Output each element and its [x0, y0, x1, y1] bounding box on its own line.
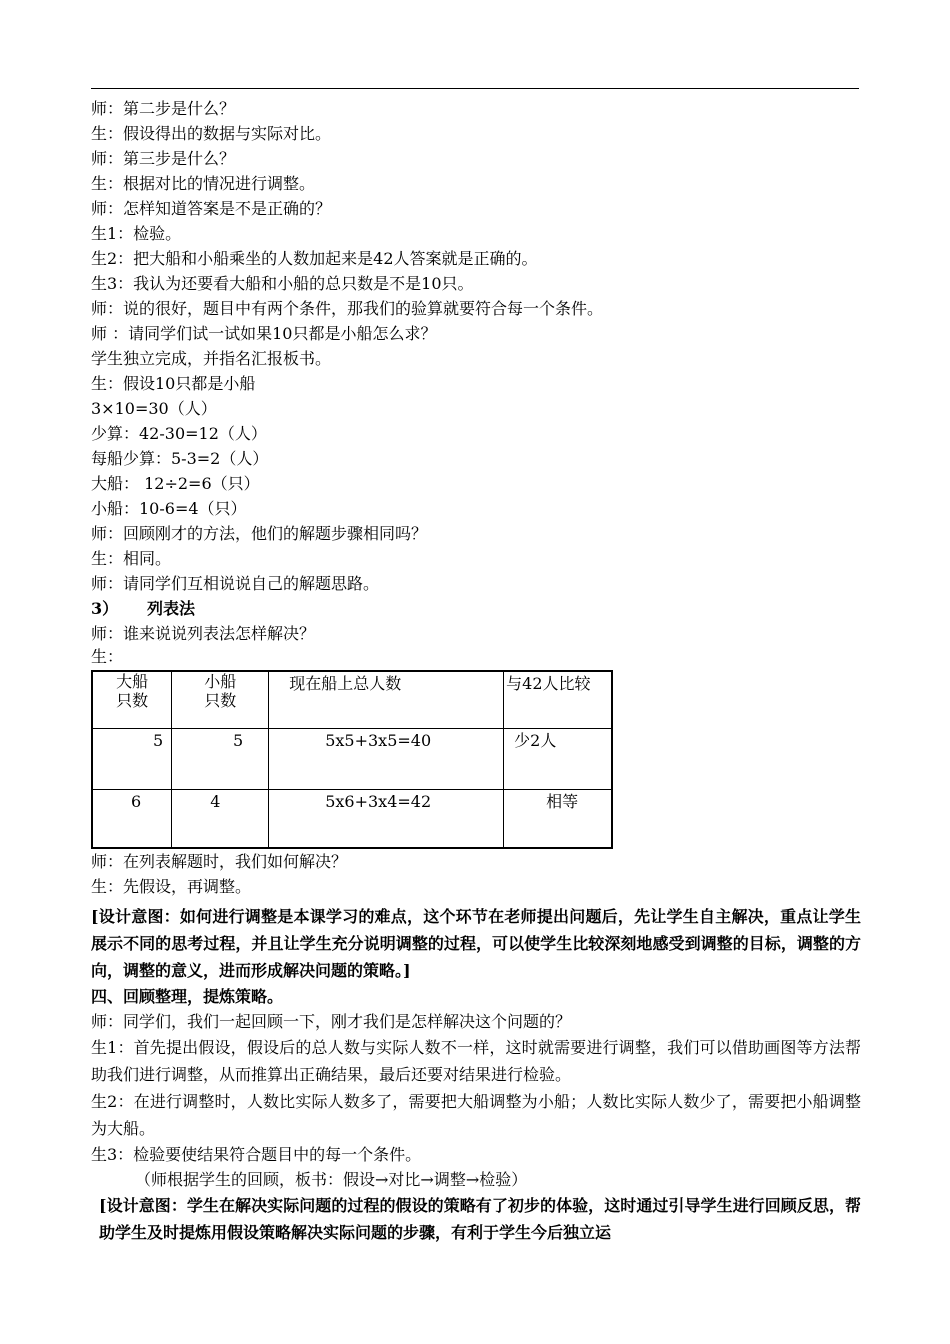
- table-row: [92, 729, 612, 790]
- dialogue-line: 师 ：请同学们试一试如果10只都是小船怎么求？: [91, 324, 437, 343]
- dialogue-line: 学生独立完成，并指名汇报板书。: [91, 349, 332, 368]
- header-line: 小船: [204, 672, 237, 691]
- dialogue-line: 师：谁来说说列表法怎样解决？: [91, 624, 316, 643]
- dialogue-line: 生：相同。: [91, 549, 172, 568]
- design-note: [设计意图：如何进行调整是本课学习的难点，这个环节在老师提出问题后，先让学生自主解决，重点让学生展示不同的思考过程，并且让学生充分说明调整的过程，可以使学生比较深刻地感受到调整的目标，调整的方向，调整的意义，进而形成解决问题的策略。]: [91, 907, 861, 980]
- dialogue-line: 师：第三步是什么？: [91, 149, 236, 168]
- dialogue-line: 生1：检验。: [91, 224, 182, 243]
- dialogue-line: 生2：把大船和小船乘坐的人数加起来是42人答案就是正确的。: [91, 249, 538, 268]
- section-title: 列表法: [147, 599, 196, 618]
- dialogue-line: 师：在列表解题时，我们如何解决？: [91, 852, 348, 871]
- calculation-line: 小船：10-6=4（只）: [91, 499, 247, 518]
- calculation-line: 大船： 12÷2=6（只）: [91, 474, 260, 493]
- table-header-cell: [92, 671, 172, 729]
- dialogue-line: 师：说的很好，题目中有两个条件，那我们的验算就要符合每一个条件。: [91, 299, 604, 318]
- table-cell: 少2人: [504, 729, 612, 790]
- student-answer-1: 生1：首先提出假设，假设后的总人数与实际人数不一样，这时就需要进行调整，我们可以借助画图等方法帮助我们进行调整，从而推算出正确结果，最后还要对结果进行检验。: [91, 1038, 861, 1084]
- header-line: 大船: [116, 672, 149, 691]
- dialogue-line: 师：请同学们互相说说自己的解题思路。: [91, 574, 380, 593]
- dialogue-line: 生：根据对比的情况进行调整。: [91, 174, 316, 193]
- table-cell: 5: [92, 729, 172, 790]
- board-note: （师根据学生的回顾，板书：假设→对比→调整→检验）: [135, 1170, 528, 1189]
- dialogue-line: 生：先假设，再调整。: [91, 877, 252, 896]
- dialogue-line: 生：假设得出的数据与实际对比。: [91, 124, 332, 143]
- table-header-cell: [269, 671, 504, 729]
- dialogue-line: 生：: [91, 647, 124, 666]
- table-cell: 5x6+3x4=42: [269, 790, 504, 849]
- header-text: 现在船上总人数: [289, 674, 402, 693]
- dialogue-line: 师：同学们，我们一起回顾一下，刚才我们是怎样解决这个问题的？: [91, 1012, 572, 1031]
- header-text: 与42人比较: [506, 674, 591, 693]
- table-header-cell: [172, 671, 269, 729]
- table-cell: 5x5+3x5=40: [269, 729, 504, 790]
- section-number: 3）: [91, 599, 119, 618]
- table-cell: 4: [172, 790, 269, 849]
- header-rule: [91, 88, 859, 89]
- table-row: [92, 790, 612, 849]
- dialogue-line: 生3：我认为还要看大船和小船的总只数是不是10只。: [91, 274, 474, 293]
- student-answer-3: 生3：检验要使结果符合题目中的每一个条件。: [91, 1145, 422, 1164]
- dialogue-line: 师：第二步是什么？: [91, 99, 236, 118]
- table-header-row: [92, 671, 612, 729]
- section-heading-4: 四、回顾整理，提炼策略。: [91, 987, 284, 1006]
- lesson-text: [91, 96, 861, 1246]
- dialogue-line: 生：假设10只都是小船: [91, 374, 256, 393]
- section-heading-3: [91, 596, 861, 621]
- calculation-line: 少算：42-30=12（人）: [91, 424, 267, 443]
- calculation-line: 3×10=30（人）: [91, 399, 217, 418]
- design-note: [设计意图：学生在解决实际问题的过程的假设的策略有了初步的体验，这时通过引导学生进行回顾反思，帮助学生及时提炼用假设策略解决实际问题的步骤，有利于学生今后独立运: [99, 1196, 861, 1242]
- student-answer-2: 生2：在进行调整时，人数比实际人数多了，需要把大船调整为小船；人数比实际人数少了，需要把小船调整为大船。: [91, 1092, 861, 1138]
- table-header-cell: [504, 671, 612, 729]
- table-cell: 相等: [504, 790, 612, 849]
- dialogue-line: 师：回顾刚才的方法，他们的解题步骤相同吗？: [91, 524, 428, 543]
- header-line: 只数: [204, 691, 237, 710]
- dialogue-line: 师：怎样知道答案是不是正确的？: [91, 199, 332, 218]
- header-line: 只数: [116, 691, 149, 710]
- table-cell: 6: [92, 790, 172, 849]
- table-cell: 5: [172, 729, 269, 790]
- calculation-line: 每船少算：5-3=2（人）: [91, 449, 269, 468]
- list-method-table: [91, 670, 613, 849]
